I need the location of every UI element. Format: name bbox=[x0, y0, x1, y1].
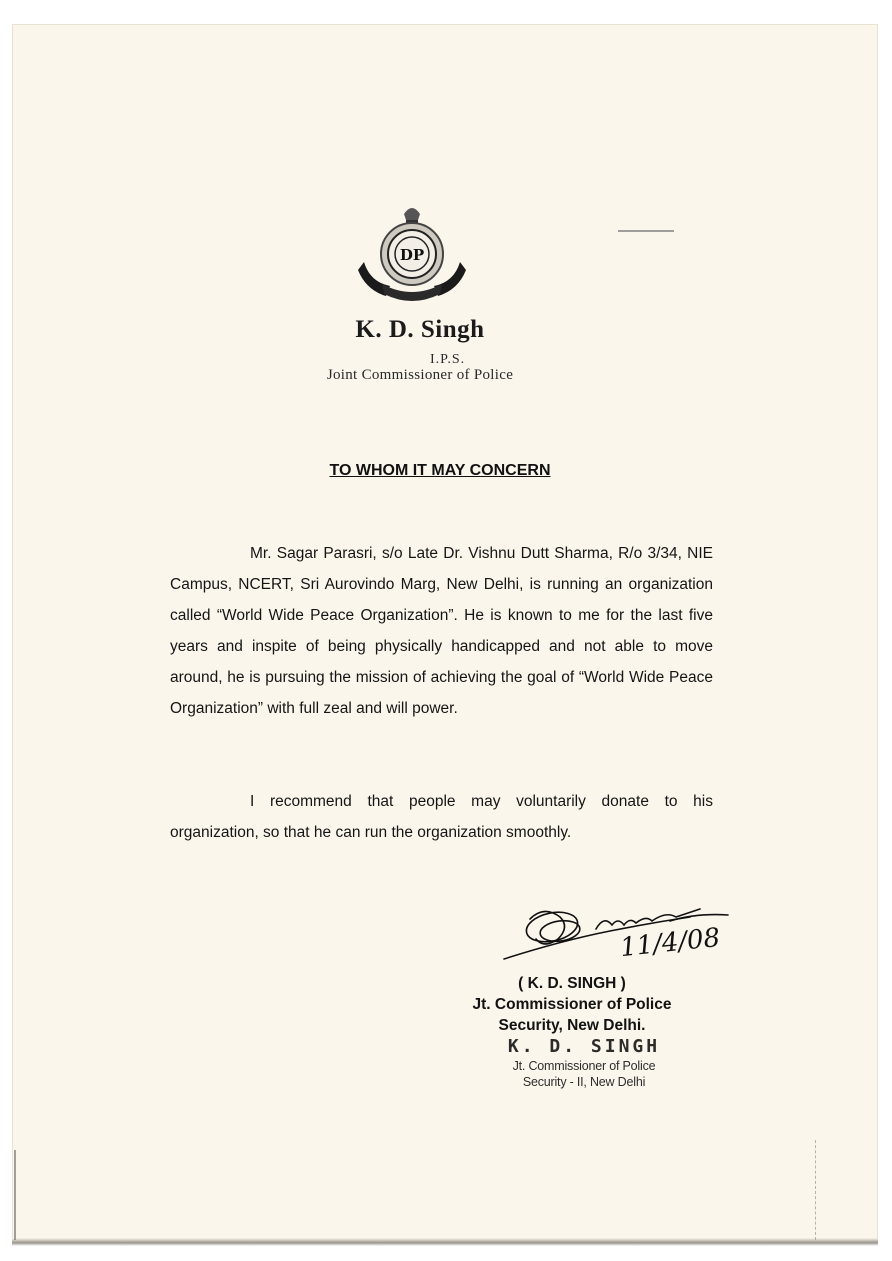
letterhead-designation: Joint Commissioner of Police bbox=[326, 367, 514, 383]
letterhead-credential: I.P.S. bbox=[430, 352, 466, 367]
stamp-name: K. D. SINGH bbox=[507, 1036, 661, 1057]
svg-text:DP: DP bbox=[399, 246, 425, 264]
scan-edge bbox=[12, 1238, 878, 1246]
stamp-title: Jt. Commissioner of Police bbox=[512, 1059, 656, 1073]
body-paragraph: Mr. Sagar Parasri, s/o Late Dr. Vishnu Dutt Sharma, R/o 3/34, NIE Campus, NCERT, Sri Aurovindo Marg, New Delhi, is running an organization called “World Wide Peace Organization”. He is known to me for the last five years and inspite of being physically handicapped and not able to move around, he is pursuing the mission of achieving the goal of “World Wide Peace Organization” with full zeal and will power. bbox=[170, 545, 713, 717]
signature-date: 11/4/08 bbox=[618, 922, 722, 964]
scan-edge-right bbox=[815, 1140, 834, 1240]
signatory-name: ( K. D. SINGH ) bbox=[518, 975, 626, 992]
signatory-office: Security, New Delhi. bbox=[498, 1017, 646, 1034]
ink-smudge bbox=[618, 230, 674, 232]
police-emblem-icon bbox=[356, 200, 468, 308]
official-stamp bbox=[470, 1036, 698, 1090]
letter-heading: TO WHOM IT MAY CONCERN bbox=[329, 462, 551, 479]
signatory-block bbox=[430, 973, 714, 1036]
scan-edge-left bbox=[14, 1150, 28, 1240]
signatory-title: Jt. Commissioner of Police bbox=[472, 996, 672, 1013]
body-paragraph: I recommend that people may voluntarily donate to his organization, so that he can run the organization smoothly. bbox=[170, 793, 713, 841]
stamp-office: Security - II, New Delhi bbox=[522, 1075, 646, 1089]
letterhead-name: K. D. Singh bbox=[355, 316, 485, 343]
